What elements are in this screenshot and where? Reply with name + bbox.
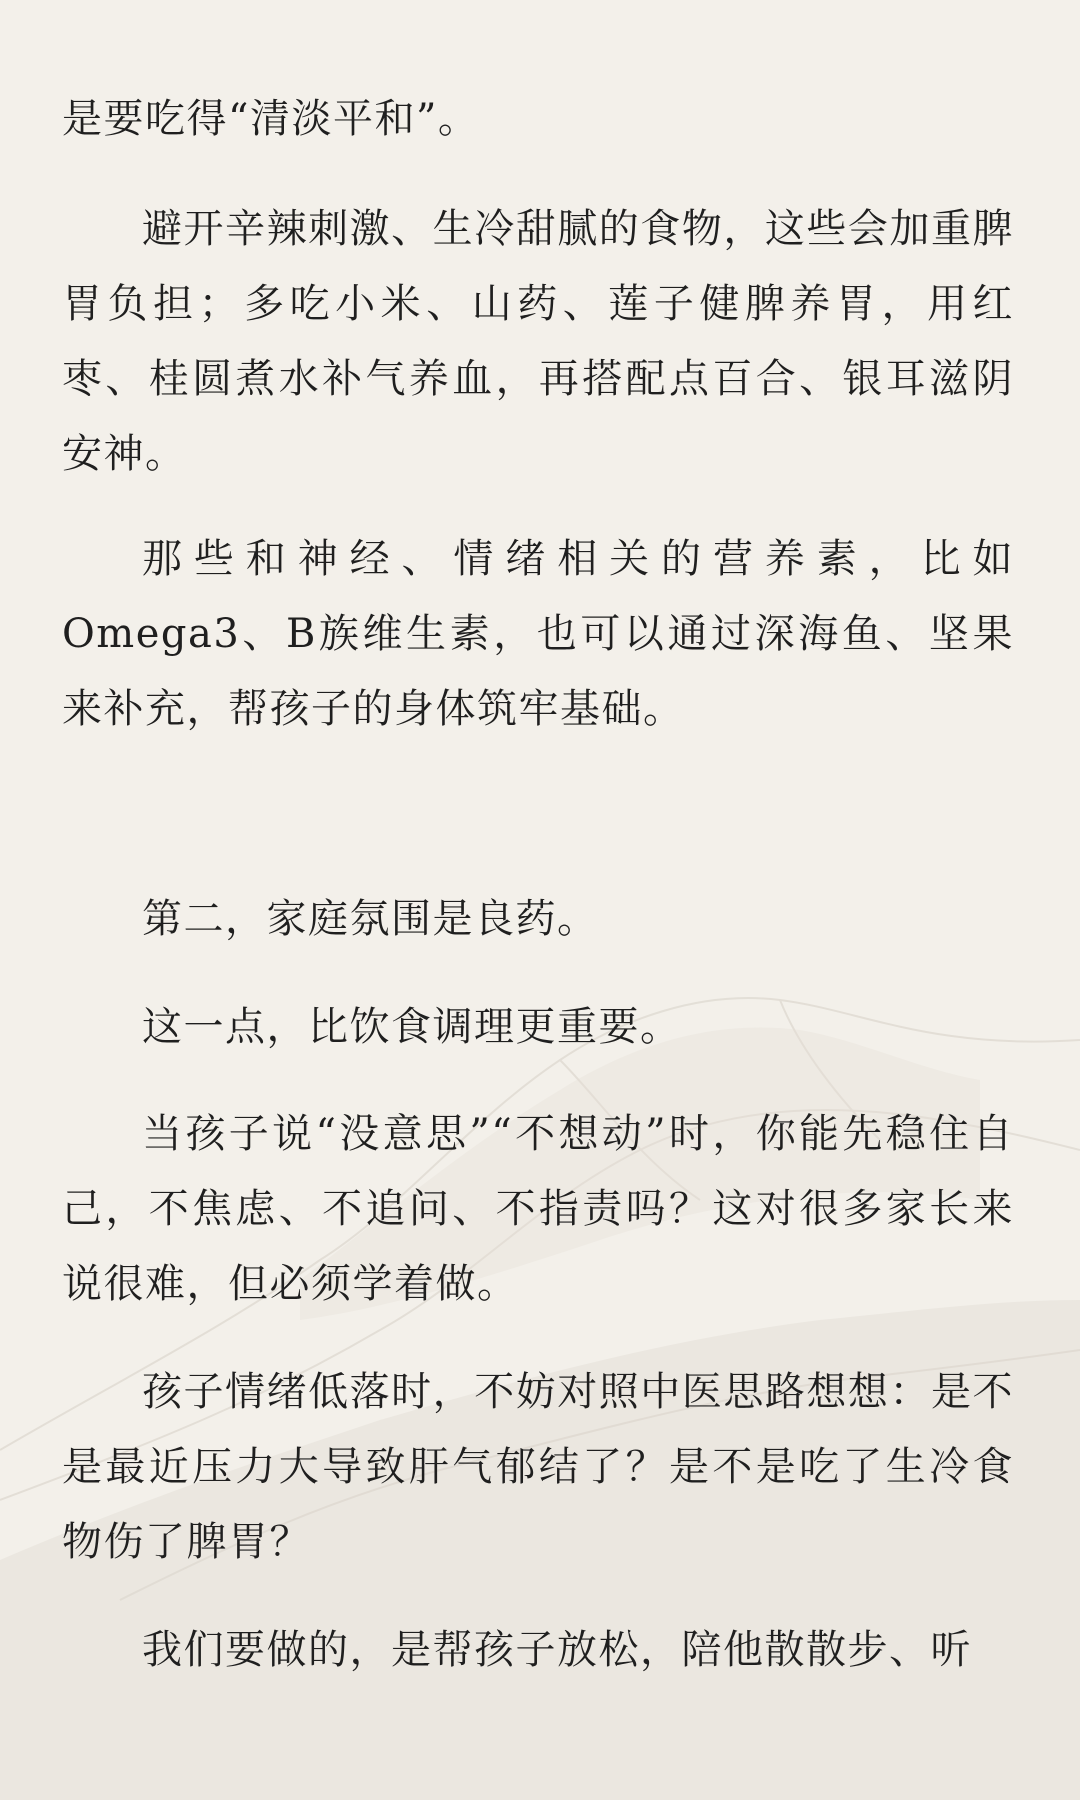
paragraph-6: 当孩子说“没意思”“不想动”时，你能先稳住自己，不焦虑、不追问、不指责吗？这对很多家长来说很难，但必须学着做。 [62, 1111, 1014, 1307]
paragraph-8: 我们要做的，是帮孩子放松，陪他散散步、听 [142, 1627, 972, 1673]
section-heading: 第二，家庭氛围是良药。 [142, 896, 599, 942]
paragraph-3: 那些和神经、情绪相关的营养素，比如Omega3、B族维生素，也可以通过深海鱼、坚果来补充，帮孩子的身体筑牢基础。 [62, 536, 1014, 732]
paragraph-2: 避开辛辣刺激、生冷甜腻的食物，这些会加重脾胃负担；多吃小米、山药、莲子健脾养胃，用红枣、桂圆煮水补气养血，再搭配点百合、银耳滋阴安神。 [62, 206, 1014, 477]
paragraph-1: 是要吃得“清淡平和”。 [62, 96, 480, 142]
paragraph-7: 孩子情绪低落时，不妨对照中医思路想想：是不是最近压力大导致肝气郁结了？是不是吃了生冷食物伤了脾胃？ [62, 1369, 1014, 1565]
paragraph-5: 这一点，比饮食调理更重要。 [142, 1004, 682, 1050]
